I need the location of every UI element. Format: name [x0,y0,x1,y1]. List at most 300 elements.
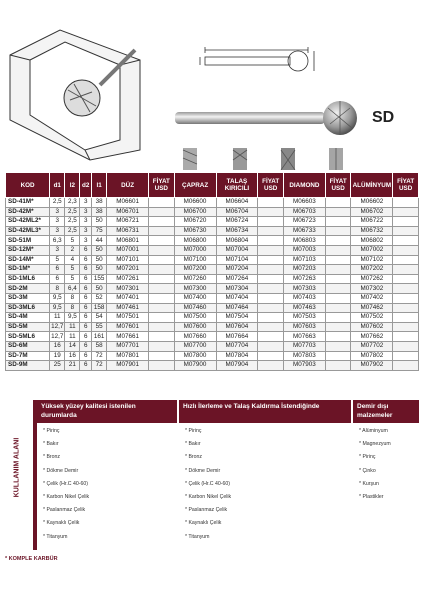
table-cell: M07903 [283,361,325,371]
table-cell: M07003 [283,245,325,255]
table-cell: 54 [92,313,107,323]
usage-list-item: * Magnezyum [359,441,391,448]
table-cell [258,265,284,275]
table-cell [393,236,419,246]
table-cell: 38 [92,198,107,208]
usage-list-item: * Karbon Nikel Çelik [43,493,90,500]
product-code-cell: SD-4M [6,313,50,323]
table-cell: M07302 [351,284,393,294]
series-label: SD [372,109,395,126]
table-cell [325,226,351,236]
table-cell [258,303,284,313]
table-cell [393,284,419,294]
table-cell: 19 [50,351,65,361]
table-cell [149,274,175,284]
header-aluminyum: ALÜMİNYUM [351,173,393,198]
usage-col-2-list [179,423,351,550]
product-code-cell: SD-1ML6 [6,274,50,284]
table-cell: 11 [50,313,65,323]
usage-list-item: * Dökme Demir [185,467,221,474]
header-kod: KOD [6,173,50,198]
table-cell: M07661 [107,332,149,342]
product-code-cell: SD-3M [6,293,50,303]
table-cell: M06702 [351,207,393,217]
usage-list-item: * Bronz [43,454,61,461]
table-cell [325,265,351,275]
table-cell: 50 [92,255,107,265]
table-cell: M07702 [351,341,393,351]
table-cell: M07261 [107,274,149,284]
table-cell: 9,5 [65,313,80,323]
product-code-cell: SD-6M [6,341,50,351]
table-cell: M06723 [283,217,325,227]
table-cell: 16 [50,341,65,351]
spec-table [5,172,419,371]
usage-list-item: * Çinko [359,467,376,474]
table-cell: M06701 [107,207,149,217]
table-cell: 50 [92,217,107,227]
table-cell [258,322,284,332]
table-cell: M07102 [351,255,393,265]
table-cell: M06704 [216,207,258,217]
usage-list-item: * Kurşun [359,480,379,487]
table-cell: 3 [80,217,92,227]
table-cell: M07700 [174,341,216,351]
table-row [6,265,419,275]
table-cell [393,245,419,255]
table-cell: M07704 [216,341,258,351]
product-code-cell: SD-1M* [6,265,50,275]
header-d1: d1 [50,173,65,198]
table-cell: 4 [65,255,80,265]
table-cell: 6 [80,255,92,265]
table-row [6,361,419,371]
table-cell: M06802 [351,236,393,246]
application-sketch [10,30,140,160]
table-cell: M07900 [174,361,216,371]
table-cell: 6 [50,274,65,284]
table-cell [325,303,351,313]
table-cell: M06800 [174,236,216,246]
usage-list-item: * Alüminyum [359,428,388,434]
table-cell: M07264 [216,274,258,284]
table-cell: 9,5 [50,303,65,313]
table-cell: 5 [65,274,80,284]
table-cell [325,207,351,217]
table-cell [258,236,284,246]
table-cell: 14 [65,341,80,351]
table-row [6,293,419,303]
table-cell [393,255,419,265]
usage-list-item: * Bronz [185,454,203,461]
table-cell: 6,3 [50,236,65,246]
table-cell [325,198,351,208]
table-cell: 3 [80,207,92,217]
table-cell: M06732 [351,226,393,236]
usage-list-item: * Paslanmaz Çelik [43,507,86,514]
table-cell [393,341,419,351]
table-cell [149,284,175,294]
header-capraz: ÇAPRAZ [174,173,216,198]
table-cell: M07201 [107,265,149,275]
table-cell: 44 [92,236,107,246]
header-l2: l2 [65,173,80,198]
table-cell [325,293,351,303]
table-cell: M07004 [216,245,258,255]
table-cell: M07301 [107,284,149,294]
header-fiyat-1: FİYAT USD [149,173,175,198]
header-fiyat-4: FİYAT USD [393,173,419,198]
table-cell: 2,5 [50,198,65,208]
table-cell: 2 [65,245,80,255]
product-illustration [0,0,424,170]
table-cell: 16 [65,351,80,361]
table-cell [393,198,419,208]
table-cell [258,226,284,236]
cut-thumbnails [183,148,343,170]
table-header-row [6,173,419,198]
usage-list-item: * Pirinç [359,454,376,461]
table-row [6,284,419,294]
table-cell: M07804 [216,351,258,361]
table-cell [258,332,284,342]
table-cell: 72 [92,361,107,371]
usage-list-item: * Kaynaklı Çelik [185,520,222,527]
header-diamond: DIAMOND [283,173,325,198]
table-cell: M07461 [107,303,149,313]
table-cell: M07001 [107,245,149,255]
table-cell: M06804 [216,236,258,246]
table-cell: M07263 [283,274,325,284]
table-cell [258,313,284,323]
technical-drawing [200,47,314,71]
table-cell: M07464 [216,303,258,313]
table-cell [149,361,175,371]
table-cell [258,274,284,284]
table-cell [393,313,419,323]
table-cell: M07902 [351,361,393,371]
burr-photo [175,101,357,135]
table-cell: M07801 [107,351,149,361]
table-cell: M07504 [216,313,258,323]
usage-col-3 [353,400,419,550]
table-cell: 161 [92,332,107,342]
table-cell [258,255,284,265]
header-duz: DÜZ [107,173,149,198]
table-cell [325,361,351,371]
table-cell [393,351,419,361]
product-code-cell: SD-7M [6,351,50,361]
product-code-cell: SD-14M* [6,255,50,265]
table-cell: M06603 [283,198,325,208]
table-cell: 5 [65,236,80,246]
usage-col-3-title: Demir dışı malzemeler [353,400,419,423]
table-cell: M07904 [216,361,258,371]
table-cell: 2,3 [65,198,80,208]
table-cell: M07100 [174,255,216,265]
usage-list-item: * Karbon Nikel Çelik [185,493,232,500]
table-cell [258,217,284,227]
table-cell: 2,5 [65,226,80,236]
usage-col-1 [37,400,177,550]
table-cell: M07262 [351,274,393,284]
table-cell: M07901 [107,361,149,371]
table-cell: M07503 [283,313,325,323]
table-cell: 11 [65,322,80,332]
table-row [6,341,419,351]
usage-col-1-title: Yüksek yüzey kalitesi istenilen durumlarda [37,400,177,423]
header-fiyat-2: FİYAT USD [258,173,284,198]
table-row [6,303,419,313]
table-cell: 55 [92,322,107,332]
table-cell [325,236,351,246]
table-row [6,198,419,208]
table-cell: M07500 [174,313,216,323]
table-cell: 52 [92,293,107,303]
table-cell [258,284,284,294]
table-cell: M07603 [283,322,325,332]
table-row [6,207,419,217]
table-cell: 5 [65,265,80,275]
table-cell: 6 [80,332,92,342]
table-cell [325,255,351,265]
spec-table-body [6,198,419,371]
table-cell: 9,5 [50,293,65,303]
table-cell: M07604 [216,322,258,332]
usage-list-item: * Pirinç [43,428,60,434]
table-cell: M06734 [216,226,258,236]
product-code-cell: SD-51M [6,236,50,246]
table-cell: M07300 [174,284,216,294]
table-cell [393,303,419,313]
table-cell: 38 [92,207,107,217]
table-cell: M07104 [216,255,258,265]
table-cell: 6 [80,293,92,303]
table-row [6,236,419,246]
usage-col-3-list [353,423,419,510]
table-cell: 75 [92,226,107,236]
table-cell [149,217,175,227]
table-cell: M06730 [174,226,216,236]
table-row [6,322,419,332]
table-cell: 6 [80,361,92,371]
table-cell: M07463 [283,303,325,313]
table-cell: M07502 [351,313,393,323]
product-code-cell: SD-42ML2* [6,217,50,227]
table-cell [149,303,175,313]
table-cell: M06700 [174,207,216,217]
table-cell: 155 [92,274,107,284]
table-cell: 11 [65,332,80,342]
table-cell: 3 [50,226,65,236]
table-row [6,226,419,236]
table-cell: M06720 [174,217,216,227]
usage-col-2 [179,400,351,550]
table-cell: 50 [92,284,107,294]
table-cell: 6 [80,274,92,284]
usage-sidebar [5,400,37,550]
product-code-cell: SD-42M* [6,207,50,217]
table-cell: M07701 [107,341,149,351]
table-cell [325,217,351,227]
table-cell: M06803 [283,236,325,246]
table-cell: 3 [80,226,92,236]
table-cell: M07304 [216,284,258,294]
table-cell [149,255,175,265]
table-cell: M07800 [174,351,216,361]
table-cell: 6 [80,303,92,313]
table-cell [325,332,351,342]
table-cell: 12,7 [51,332,64,340]
product-code-cell: SD-3ML6 [6,303,50,313]
table-cell: M07203 [283,265,325,275]
product-code-cell: SD-9M [6,361,50,371]
table-cell: 2,5 [65,207,80,217]
product-code-cell: SD-41M* [6,198,50,208]
table-cell [325,313,351,323]
table-row [6,332,419,342]
usage-list-item: * Bakır [43,441,59,448]
table-cell: M06722 [351,217,393,227]
table-cell: 12,7 [51,323,64,331]
table-cell: 6 [50,265,65,275]
table-cell: 8 [65,303,80,313]
table-cell [393,293,419,303]
table-cell: 6 [80,284,92,294]
table-cell: M07403 [283,293,325,303]
table-row [6,217,419,227]
table-cell: M07802 [351,351,393,361]
table-cell: M06733 [283,226,325,236]
table-row [6,255,419,265]
product-code-cell: SD-2M [6,284,50,294]
table-cell: M07400 [174,293,216,303]
table-cell: M07602 [351,322,393,332]
header-d2: d2 [80,173,92,198]
table-cell: 3 [50,217,65,227]
table-cell [149,322,175,332]
table-cell [258,351,284,361]
table-cell: 58 [92,341,107,351]
table-cell: 6 [80,313,92,323]
table-cell: M07462 [351,303,393,313]
table-cell [325,245,351,255]
table-cell: M06801 [107,236,149,246]
table-cell: 8 [50,284,65,294]
table-cell: 8 [65,293,80,303]
table-cell: M07000 [174,245,216,255]
usage-list-item: * Çelik (Hr.C 40-60) [43,480,88,487]
table-row [6,245,419,255]
table-cell: 2,5 [65,217,80,227]
table-cell [325,284,351,294]
usage-col-1-list [37,423,177,550]
table-cell: 158 [92,303,107,313]
table-cell: M07501 [107,313,149,323]
table-cell [149,226,175,236]
table-cell: M07402 [351,293,393,303]
table-cell: M07260 [174,274,216,284]
table-row [6,274,419,284]
table-cell [149,236,175,246]
table-cell: M07600 [174,322,216,332]
usage-section [5,400,419,550]
table-cell [325,322,351,332]
table-cell: M06724 [216,217,258,227]
table-cell: M07204 [216,265,258,275]
table-cell [393,332,419,342]
table-cell [149,293,175,303]
table-cell: M06600 [174,198,216,208]
product-code-cell: SD-42ML3* [6,226,50,236]
usage-list-item: * Pirinç [185,428,202,434]
table-cell: 6 [80,341,92,351]
table-cell [325,274,351,284]
table-cell [149,332,175,342]
table-cell: 25 [50,361,65,371]
table-cell: 3 [80,236,92,246]
table-cell: M07404 [216,293,258,303]
table-cell: M06601 [107,198,149,208]
table-cell [393,226,419,236]
table-cell: 50 [92,245,107,255]
table-cell: M07303 [283,284,325,294]
table-cell [149,245,175,255]
table-cell [149,313,175,323]
table-cell [393,265,419,275]
table-row [6,351,419,361]
usage-list-item: * Titanyum [185,533,210,540]
table-cell: 6 [80,351,92,361]
table-cell: M06604 [216,198,258,208]
table-cell [393,322,419,332]
table-cell [393,207,419,217]
usage-list-item: * Çelik (Hr.C 40-60) [185,480,230,487]
header-fiyat-3: FİYAT USD [325,173,351,198]
usage-list-item: * Paslanmaz Çelik [185,507,228,514]
table-cell [149,265,175,275]
table-cell [149,341,175,351]
table-cell: M07200 [174,265,216,275]
table-cell [258,207,284,217]
table-cell: 50 [92,265,107,275]
table-cell: M07803 [283,351,325,361]
table-cell: 5 [50,255,65,265]
table-cell: 3 [80,198,92,208]
table-cell: M07103 [283,255,325,265]
usage-list-item: * Plastikler [359,493,384,500]
table-cell: 3 [50,245,65,255]
table-cell: M07663 [283,332,325,342]
usage-side-label: KULLANIM ALANI [13,437,21,498]
usage-list-item: * Kaynaklı Çelik [43,520,80,527]
table-row [6,313,419,323]
table-cell: M07660 [174,332,216,342]
table-cell: M07401 [107,293,149,303]
table-cell: M07002 [351,245,393,255]
usage-col-2-title: Hızlı İlerleme ve Talaş Kaldırma İstendiğinde [179,400,351,423]
table-cell [258,361,284,371]
table-cell: 6 [80,245,92,255]
table-cell [393,217,419,227]
header-talas: TALAŞ KIRICILI [216,173,258,198]
usage-list-item: * Bakır [185,441,201,448]
product-code-cell: SD-12M* [6,245,50,255]
table-cell [393,361,419,371]
table-cell: M07101 [107,255,149,265]
table-cell: 6,4 [65,284,80,294]
table-cell: M07703 [283,341,325,351]
